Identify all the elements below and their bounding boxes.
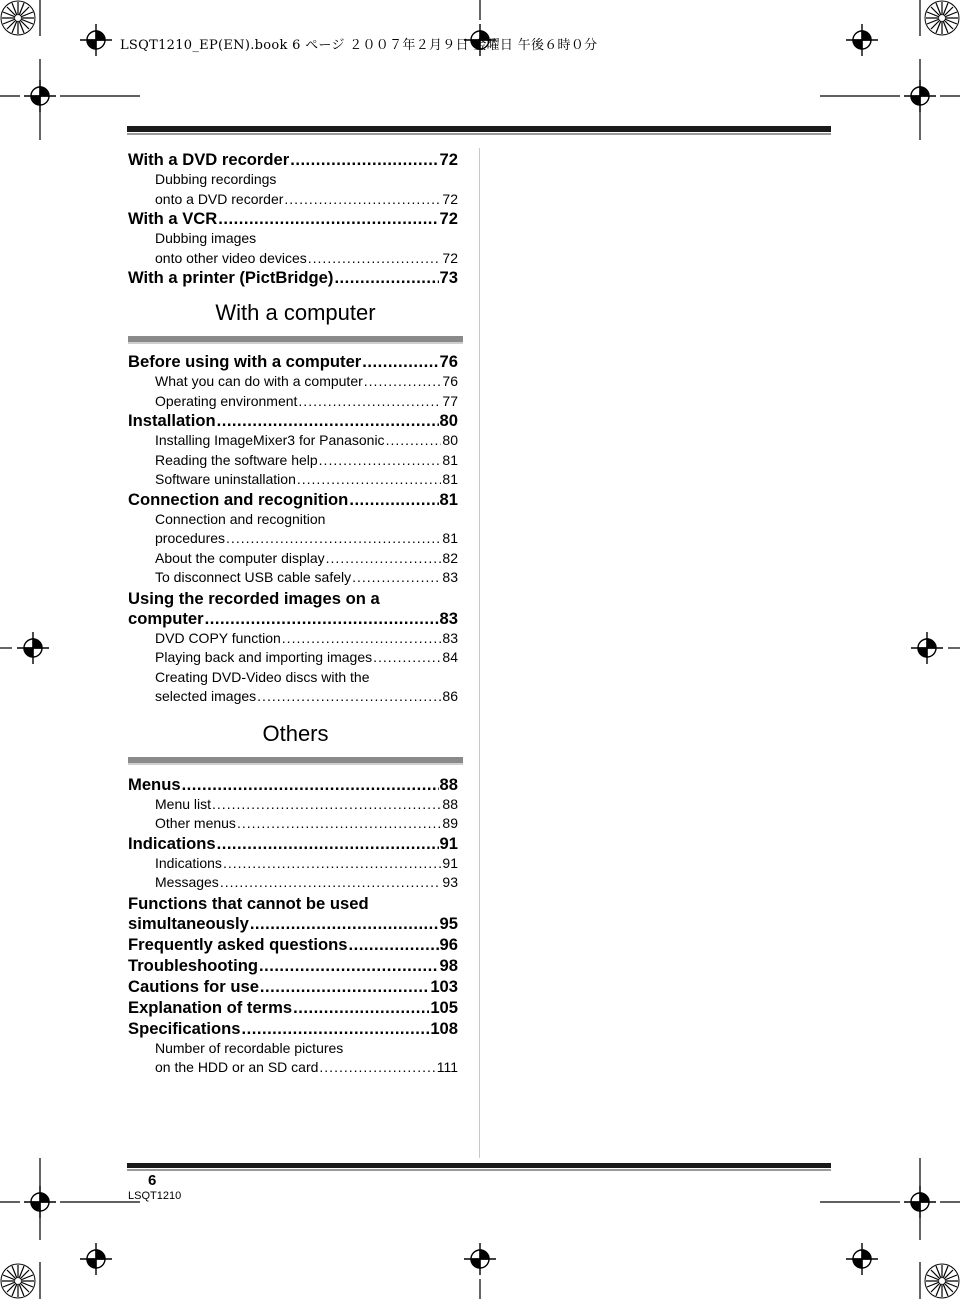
toc-entry-line[interactable]: Functions that cannot be used <box>128 893 369 913</box>
toc-entry-label: Frequently asked questions <box>128 934 348 954</box>
table-of-contents <box>128 150 458 1078</box>
toc-entry[interactable] <box>128 568 458 588</box>
toc-entry[interactable] <box>128 648 458 668</box>
toc-entry-label: Indications <box>128 833 216 853</box>
toc-entry-page: 95 <box>439 913 458 933</box>
toc-entry-label: Before using with a computer <box>128 352 362 371</box>
toc-entry-page: 83 <box>442 569 458 585</box>
toc-entry-page: 72 <box>442 190 458 207</box>
leader-dots <box>217 834 439 854</box>
toc-entry-label: Software uninstallation <box>155 471 296 487</box>
toc-entry-page: 72 <box>442 249 458 266</box>
toc-entry-page: 111 <box>436 1059 458 1075</box>
top-rule <box>127 126 831 132</box>
toc-entry-label: computer <box>128 608 204 628</box>
toc-entry-line[interactable]: Connection and recognition <box>155 510 326 527</box>
section-underbar <box>128 336 463 342</box>
leader-dots <box>308 249 442 269</box>
leader-dots <box>298 392 441 412</box>
section-underbar <box>128 757 463 763</box>
toc-entry[interactable] <box>128 431 458 451</box>
leader-dots <box>364 372 442 392</box>
leader-dots <box>293 998 429 1018</box>
toc-entry-line[interactable]: Dubbing recordings <box>155 171 277 187</box>
toc-entry[interactable] <box>128 814 458 834</box>
leader-dots <box>259 956 439 976</box>
page-code: LSQT1210 <box>128 1190 182 1202</box>
toc-entry-label: Connection and recognition <box>128 489 349 509</box>
leader-dots <box>205 609 439 629</box>
toc-entry-page: 72 <box>439 209 458 228</box>
leader-dots <box>348 935 438 955</box>
toc-entry-label: Cautions for use <box>128 976 259 996</box>
toc-entry-label: What you can do with a computer <box>155 373 363 389</box>
toc-entry[interactable] <box>128 795 458 815</box>
toc-entry[interactable] <box>128 470 458 490</box>
page-number: 6 <box>148 1172 157 1189</box>
toc-entry[interactable] <box>128 150 458 170</box>
toc-entry[interactable] <box>128 392 458 412</box>
toc-entry[interactable] <box>128 1058 458 1078</box>
leader-dots <box>226 529 441 549</box>
toc-entry[interactable] <box>128 775 458 795</box>
leader-dots <box>212 795 441 815</box>
leader-dots <box>349 490 438 510</box>
toc-entry-page: 83 <box>442 629 458 646</box>
leader-dots <box>290 150 438 170</box>
section-title: Others <box>262 720 329 746</box>
toc-entry-page: 89 <box>442 815 458 831</box>
leader-dots <box>297 470 442 490</box>
leader-dots <box>373 648 441 668</box>
toc-entry[interactable] <box>128 529 458 549</box>
toc-entry-label: Indications <box>155 854 222 871</box>
section-heading-computer <box>128 298 463 342</box>
toc-entry-page: 76 <box>442 373 458 389</box>
toc-entry-label: Reading the software help <box>155 451 318 468</box>
leader-dots <box>319 451 442 471</box>
toc-entry-page: 77 <box>442 392 458 409</box>
toc-entry-label: simultaneously <box>128 913 249 933</box>
toc-entry-page: 84 <box>442 649 458 665</box>
toc-entry-label: Troubleshooting <box>128 955 258 975</box>
toc-entry-page: 80 <box>442 432 458 448</box>
toc-entry-page: 76 <box>439 352 458 371</box>
toc-entry[interactable] <box>128 873 458 893</box>
leader-dots <box>326 549 442 569</box>
toc-entry[interactable] <box>128 451 458 471</box>
toc-entry-label: Other menus <box>155 815 236 831</box>
toc-entry-line[interactable]: Using the recorded images on a <box>128 588 380 608</box>
toc-entry[interactable] <box>128 854 458 874</box>
leader-dots <box>319 1058 435 1078</box>
toc-entry-label: selected images <box>155 688 257 704</box>
toc-entry[interactable] <box>128 998 458 1018</box>
toc-entry-page: 98 <box>439 955 458 975</box>
toc-entry-page: 105 <box>430 997 458 1017</box>
toc-entry[interactable] <box>128 209 458 229</box>
toc-entry-label: With a printer (PictBridge) <box>128 268 334 287</box>
leader-dots <box>352 568 441 588</box>
toc-entry[interactable] <box>128 687 458 707</box>
toc-entry[interactable] <box>128 609 458 629</box>
toc-entry[interactable] <box>128 352 458 372</box>
toc-entry[interactable] <box>128 268 458 288</box>
print-header: LSQT1210_EP(EN).book 6 ページ ２００７年２月９日 金曜日 午後６時０分 <box>120 38 598 53</box>
toc-entry-label: About the computer display <box>155 549 325 566</box>
section-heading-others <box>128 719 463 763</box>
toc-entry-page: 96 <box>439 934 458 954</box>
toc-entry-page: 81 <box>442 451 458 468</box>
toc-entry-label: Menus <box>128 774 181 794</box>
toc-entry[interactable] <box>128 629 458 649</box>
leader-dots <box>284 190 441 210</box>
leader-dots <box>217 411 439 431</box>
toc-entry-line[interactable]: Number of recordable pictures <box>155 1039 344 1056</box>
toc-entry-page: 80 <box>439 411 458 430</box>
bottom-rule <box>127 1163 831 1168</box>
toc-entry[interactable] <box>128 411 458 431</box>
leader-dots <box>260 977 429 997</box>
toc-entry-label: procedures <box>155 530 226 546</box>
column-divider <box>479 148 480 1158</box>
toc-entry-page: 108 <box>430 1018 458 1038</box>
leader-dots <box>220 873 442 893</box>
leader-dots <box>223 854 441 874</box>
toc-entry-label: onto other video devices <box>155 249 307 266</box>
leader-dots <box>237 814 441 834</box>
toc-entry-page: 93 <box>442 874 458 890</box>
leader-dots <box>242 1019 430 1039</box>
toc-entry-page: 91 <box>442 854 458 871</box>
toc-entry-page: 73 <box>439 268 458 287</box>
toc-entry-page: 88 <box>442 795 458 812</box>
toc-entry[interactable] <box>128 935 458 955</box>
toc-entry[interactable] <box>128 977 458 997</box>
leader-dots <box>182 775 439 795</box>
leader-dots <box>386 431 442 451</box>
toc-entry-label: Installation <box>128 411 216 430</box>
toc-entry-page: 72 <box>439 150 458 169</box>
leader-dots <box>250 914 439 934</box>
toc-entry-label: DVD COPY function <box>155 629 281 646</box>
toc-entry[interactable] <box>128 372 458 392</box>
leader-dots <box>362 352 438 372</box>
toc-entry[interactable] <box>128 1019 458 1039</box>
toc-entry-page: 86 <box>442 688 458 704</box>
toc-entry-label: Menu list <box>155 795 212 812</box>
toc-entry[interactable] <box>128 834 458 854</box>
toc-entry-page: 91 <box>439 833 458 853</box>
leader-dots <box>282 629 442 649</box>
toc-entry-label: Installing ImageMixer3 for Panasonic <box>155 432 385 448</box>
toc-entry-label: To disconnect USB cable safely <box>155 569 352 585</box>
toc-entry[interactable] <box>128 956 458 976</box>
toc-entry-page: 83 <box>439 608 458 628</box>
leader-dots <box>218 209 438 229</box>
bottom-rule-shadow <box>127 1169 831 1171</box>
leader-dots <box>257 687 441 707</box>
toc-entry-label: Explanation of terms <box>128 997 293 1017</box>
toc-entry-page: 81 <box>442 471 458 487</box>
toc-entry-label: With a VCR <box>128 209 218 228</box>
toc-entry-label: Specifications <box>128 1018 241 1038</box>
toc-entry-label: Messages <box>155 874 219 890</box>
toc-entry[interactable] <box>128 914 458 934</box>
toc-entry-label: on the HDD or an SD card <box>155 1059 319 1075</box>
toc-entry-label: onto a DVD recorder <box>155 190 284 207</box>
toc-entry-label: With a DVD recorder <box>128 150 290 169</box>
toc-entry-page: 103 <box>430 976 458 996</box>
toc-entry-label: Operating environment <box>155 392 298 409</box>
section-title: With a computer <box>215 300 376 325</box>
toc-entry-label: Playing back and importing images <box>155 649 373 665</box>
leader-dots <box>334 268 438 288</box>
toc-entry-line[interactable]: Dubbing images <box>155 230 257 246</box>
toc-entry[interactable] <box>128 490 458 510</box>
top-rule-shadow <box>127 133 831 135</box>
toc-entry-line[interactable]: Creating DVD-Video discs with the <box>155 668 370 685</box>
toc-entry[interactable] <box>128 249 458 269</box>
toc-entry[interactable] <box>128 549 458 569</box>
toc-entry[interactable] <box>128 190 458 210</box>
toc-entry-page: 81 <box>442 530 458 546</box>
toc-entry-page: 88 <box>439 774 458 794</box>
toc-entry-page: 82 <box>442 549 458 566</box>
toc-entry-page: 81 <box>439 489 458 509</box>
